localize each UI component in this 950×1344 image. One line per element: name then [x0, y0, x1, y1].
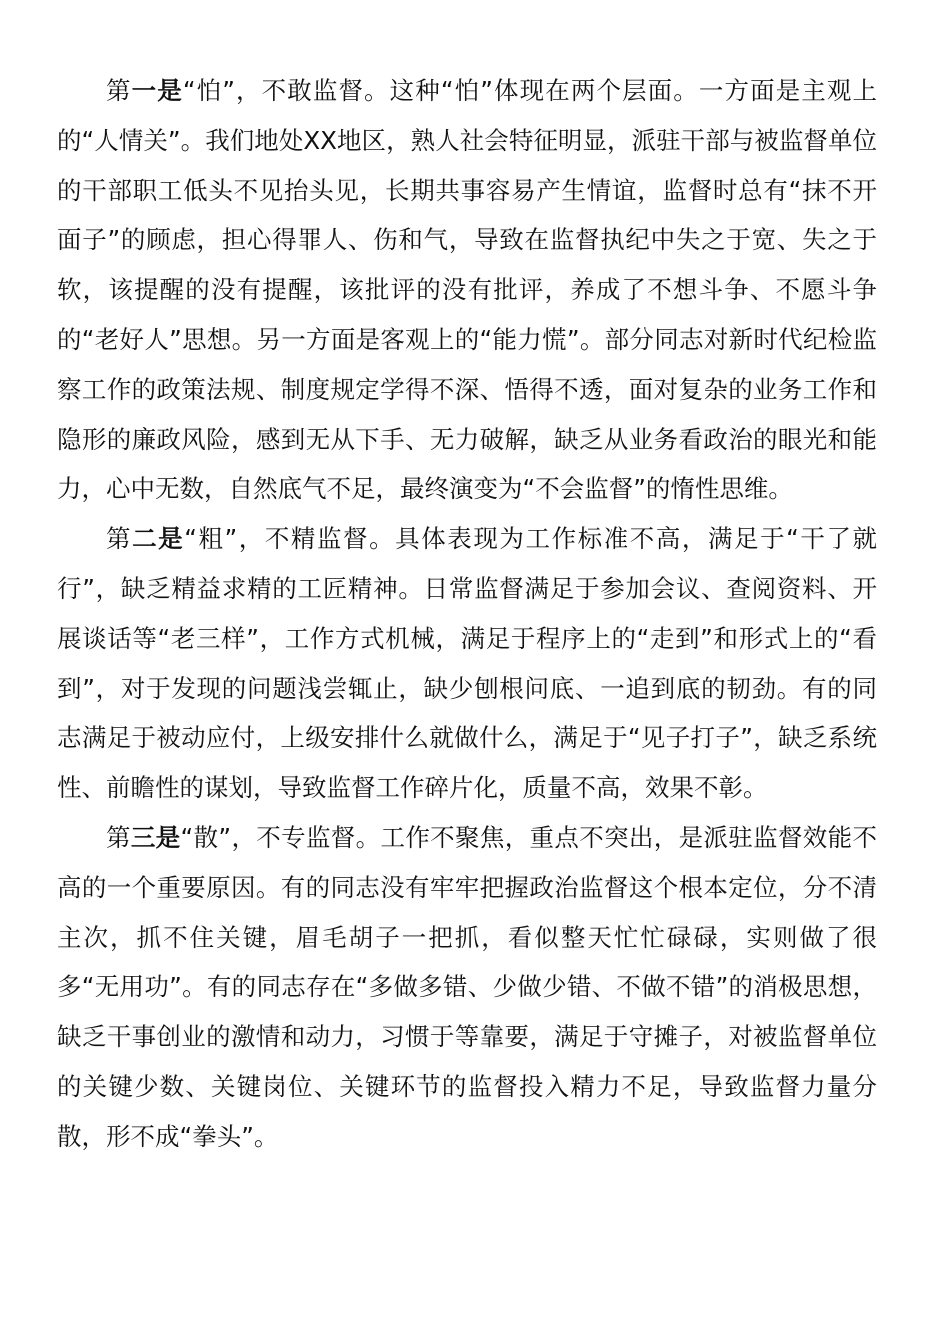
paragraph-text: “散”，不专监督。工作不聚焦，重点不突出，是派驻监督效能不高的一个重要原因。有的同志没有牢牢把握政治监督这个根本定位，分不清主次，抓不住关键，眉毛胡子一把抓，看似整天忙忙碌碌，实则做了很多“无用功”。有的同志存在“多做多错、少做少错、不做不错”的消极思想，缺乏干事创业的激情和动力，习惯于等靠要，满足于守摊子，对被监督单位的关键少数、关键岗位、关键环节的监督投入精力不足，导致监督力量分散，形不成“拳头”。 — [57, 822, 877, 1151]
paragraph-text: “怕”，不敢监督。这种“怕”体现在两个层面。一方面是主观上的“人情关”。我们地处XX地区，熟人社会特征明显，派驻干部与被监督单位的干部职工低头不见抬头见，长期共事容易产生情谊，监督时总有“抹不开面子”的顾虑，担心得罪人、伤和气，导致在监督执纪中失之于宽、失之于软，该提醒的没有提醒，该批评的没有批评，养成了不想斗争、不愿斗争的“老好人”思想。另一方面是客观上的“能力慌”。部分同志对新时代纪检监察工作的政策法规、制度规定学得不深、悟得不透，面对复杂的业务工作和隐形的廉政风险，感到无从下手、无力破解，缺乏从业务看政治的眼光和能力，心中无数，自然底气不足，最终演变为“不会监督”的惰性思维。 — [57, 76, 878, 504]
paragraph-rough — [57, 514, 877, 813]
paragraph-lead-prefix: 第 — [106, 76, 132, 105]
paragraph-text: “粗”，不精监督。具体表现为工作标准不高，满足于“干了就行”，缺乏精益求精的工匠精神。日常监督满足于参加会议、查阅资料、开展谈话等“老三样”，工作方式机械，满足于程序上的“走到”和形式上的“看到”，对于发现的问题浅尝辄止，缺少刨根问底、一追到底的韧劲。有的同志满足于被动应付，上级安排什么就做什么，满足于“见子打子”，缺乏系统性、前瞻性的谋划，导致监督工作碎片化，质量不高，效果不彰。 — [57, 524, 878, 803]
paragraph-lead-heading: 二是 — [132, 524, 185, 554]
paragraph-scattered — [57, 813, 877, 1162]
paragraph-lead-heading: 一是 — [131, 76, 183, 105]
paragraph-lead-prefix: 第 — [106, 524, 133, 554]
paragraph-lead-prefix: 第 — [106, 822, 131, 852]
document-body — [57, 66, 877, 1162]
paragraph-fear — [57, 66, 877, 514]
paragraph-lead-heading: 三是 — [130, 822, 181, 852]
